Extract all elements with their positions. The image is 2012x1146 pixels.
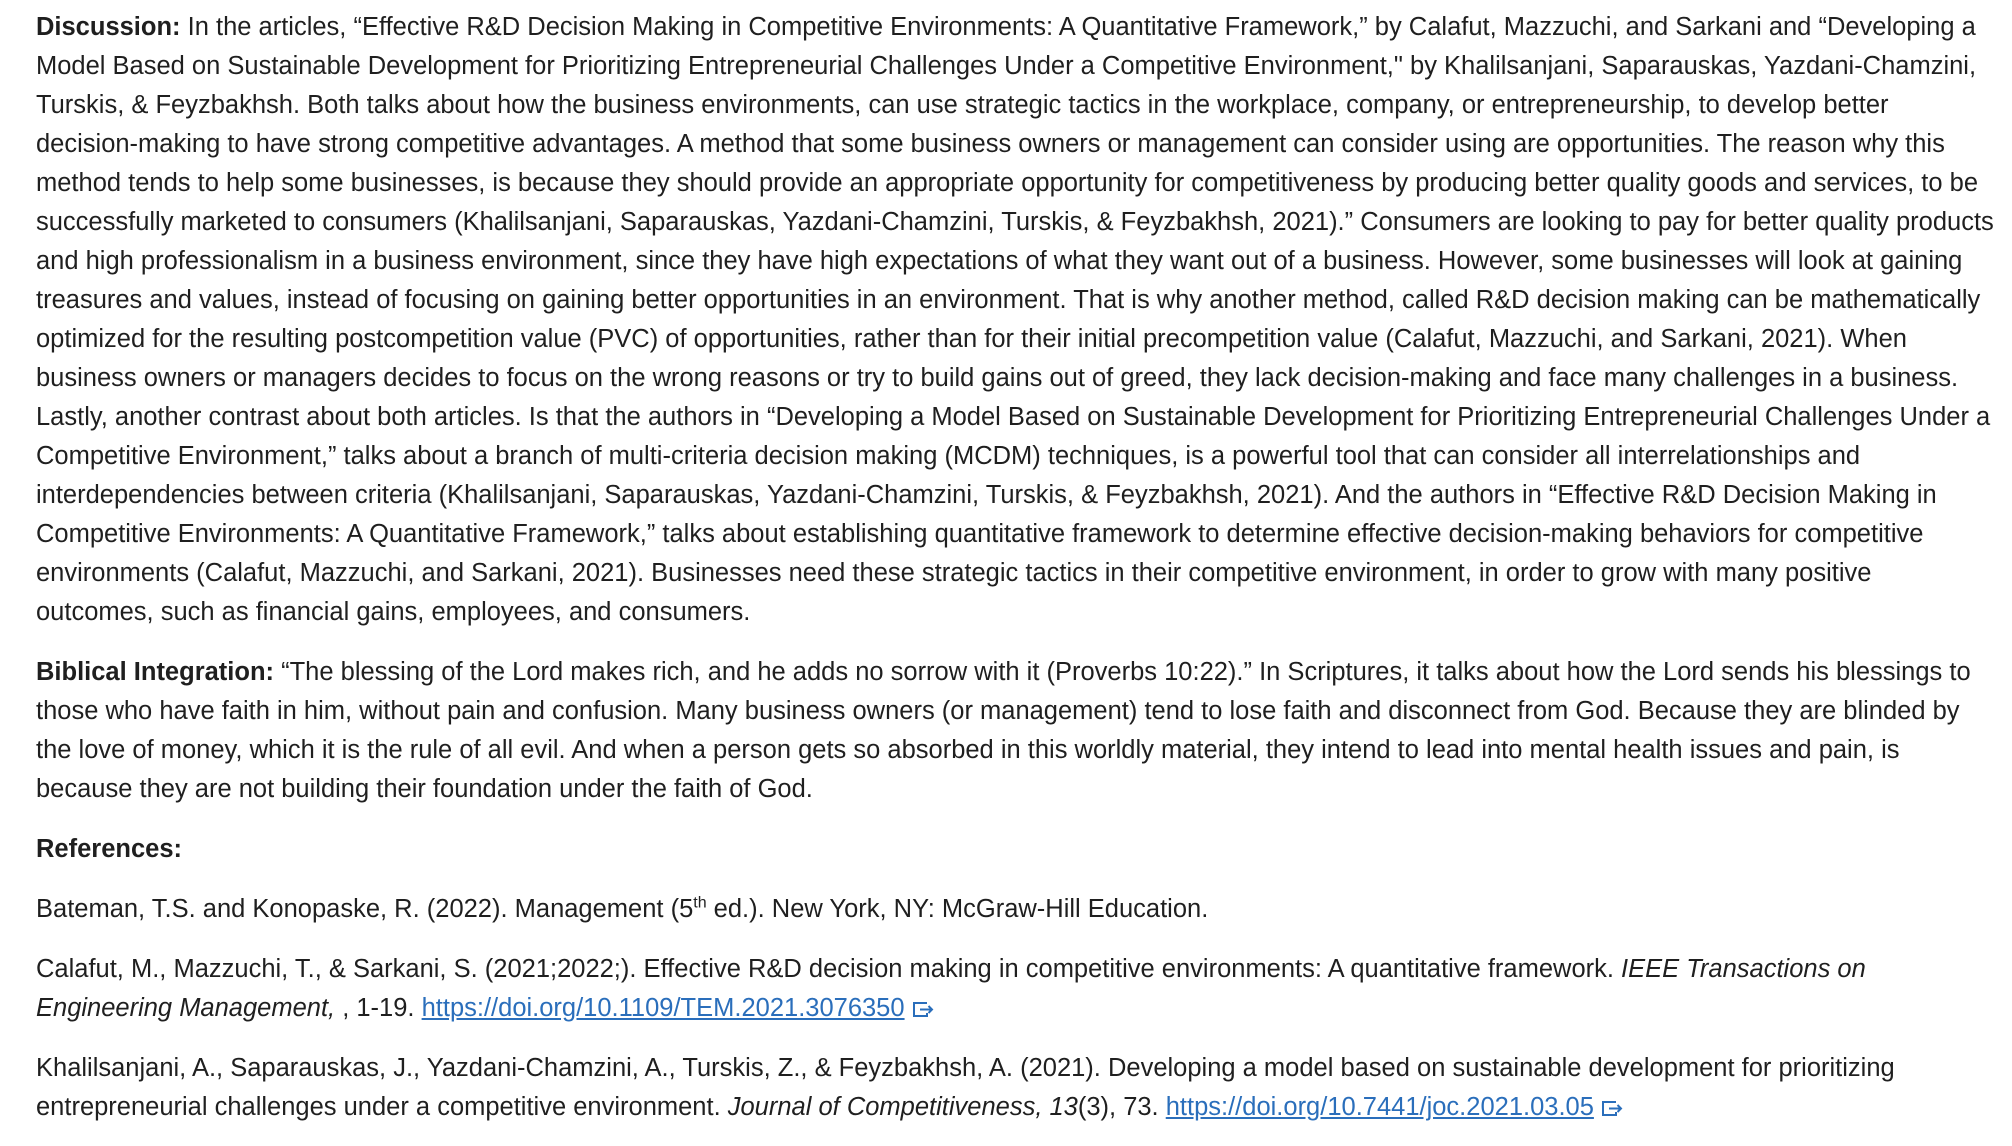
reference-calafut [36, 950, 1996, 1028]
reference-khalilsanjani-pages: (3), 73. [1077, 1093, 1166, 1121]
reference-calafut-pages: , 1-19. [335, 994, 422, 1022]
references-heading-text: References: [36, 835, 182, 863]
reference-calafut-journal: IEEE Transactions on Engineering Management, [36, 955, 1866, 1022]
biblical-integration-text: “The blessing of the Lord makes rich, and he adds no sorrow with it (Proverbs 10:22).” In Scriptures, it talks about how the Lord sends his blessings to those who have faith in him, without pain and confusion. Many business owners (or management) tend to lose faith and disconnect from God. Because they are blinded by the love of money, which it is the rule of all evil. And when a person gets so absorbed in this worldly material, they intend to lead into mental health issues and pain, is because they are not building their foundation under the faith of God. [36, 658, 1971, 803]
reference-bateman [36, 890, 1996, 929]
reference-khalilsanjani [36, 1049, 1996, 1127]
biblical-integration-paragraph [36, 653, 1996, 809]
reference-bateman-text-end: ed.). New York, NY: McGraw-Hill Education. [706, 895, 1209, 923]
reference-calafut-doi-link[interactable]: https://doi.org/10.1109/TEM.2021.3076350 [421, 994, 905, 1022]
discussion-label: Discussion: [36, 13, 181, 41]
reference-khalilsanjani-text: Khalilsanjani, A., Saparauskas, J., Yazdani-Chamzini, A., Turskis, Z., & Feyzbakhsh, A. (2021). Developing a model based on sustainable development for prioritizing entrepreneurial challenges under a competitive environment. [36, 1054, 1895, 1121]
external-link-icon[interactable] [911, 992, 935, 1012]
reference-khalilsanjani-doi-link[interactable]: https://doi.org/10.7441/joc.2021.03.05 [1165, 1093, 1594, 1121]
biblical-integration-label: Biblical Integration: [36, 658, 275, 686]
reference-bateman-text: Bateman, T.S. and Konopaske, R. (2022). Management (5 [36, 895, 694, 923]
external-link-icon[interactable] [1600, 1091, 1624, 1111]
reference-calafut-text: Calafut, M., Mazzuchi, T., & Sarkani, S. (2021;2022;). Effective R&D decision making in competitive environments: A quantitative framework. [36, 955, 1622, 983]
reference-bateman-superscript: th [693, 894, 707, 912]
reference-khalilsanjani-journal: Journal of Competitiveness, 13 [727, 1093, 1078, 1121]
discussion-paragraph [36, 8, 1996, 632]
references-heading [36, 830, 1996, 869]
discussion-text: In the articles, “Effective R&D Decision Making in Competitive Environments: A Quantitative Framework,” by Calafut, Mazzuchi, and Sarkani and “Developing a Model Based on Sustainable Development for Prioritizing Entrepreneurial Challenges Under a Competitive Environment," by Khalilsanjani, Saparauskas, Yazdani-Chamzini, Turskis, & Feyzbakhsh. Both talks about how the business environments, can use strategic tactics in the workplace, company, or entrepreneurship, to develop better decision-making to have strong competitive advantages. A method that some business owners or management can consider using are opportunities. The reason why this method tends to help some businesses, is because they should provide an appropriate opportunity for competitiveness by producing better quality goods and services, to be successfully marketed to consumers (Khalilsanjani, Saparauskas, Yazdani-Chamzini, Turskis, & Feyzbakhsh, 2021).” Consumers are looking to pay for better quality products and high professionalism in a business environment, since they have high expectations of what they want out of a business. However, some businesses will look at gaining treasures and values, instead of focusing on gaining better opportunities in an environment. That is why another method, called R&D decision making can be mathematically optimized for the resulting postcompetition value (PVC) of opportunities, rather than for their initial precompetition value (Calafut, Mazzuchi, and Sarkani, 2021). When business owners or managers decides to focus on the wrong reasons or try to build gains out of greed, they lack decision-making and face many challenges in a business. Lastly, another contrast about both articles. Is that the authors in “Developing a Model Based on Sustainable Development for Prioritizing Entrepreneurial Challenges Under a Competitive Environment,” talks about a branch of multi-criteria decision making (MCDM) techniques, is a powerful tool that can consider all interrelationships and interdependencies between criteria (Khalilsanjani, Saparauskas, Yazdani-Chamzini, Turskis, & Feyzbakhsh, 2021). And the authors in “Effective R&D Decision Making in Competitive Environments: A Quantitative Framework,” talks about establishing quantitative framework to determine effective decision-making behaviors for competitive environments (Calafut, Mazzuchi, and Sarkani, 2021). Businesses need these strategic tactics in their competitive environment, in order to grow with many positive outcomes, such as financial gains, employees, and consumers. [36, 13, 1994, 626]
